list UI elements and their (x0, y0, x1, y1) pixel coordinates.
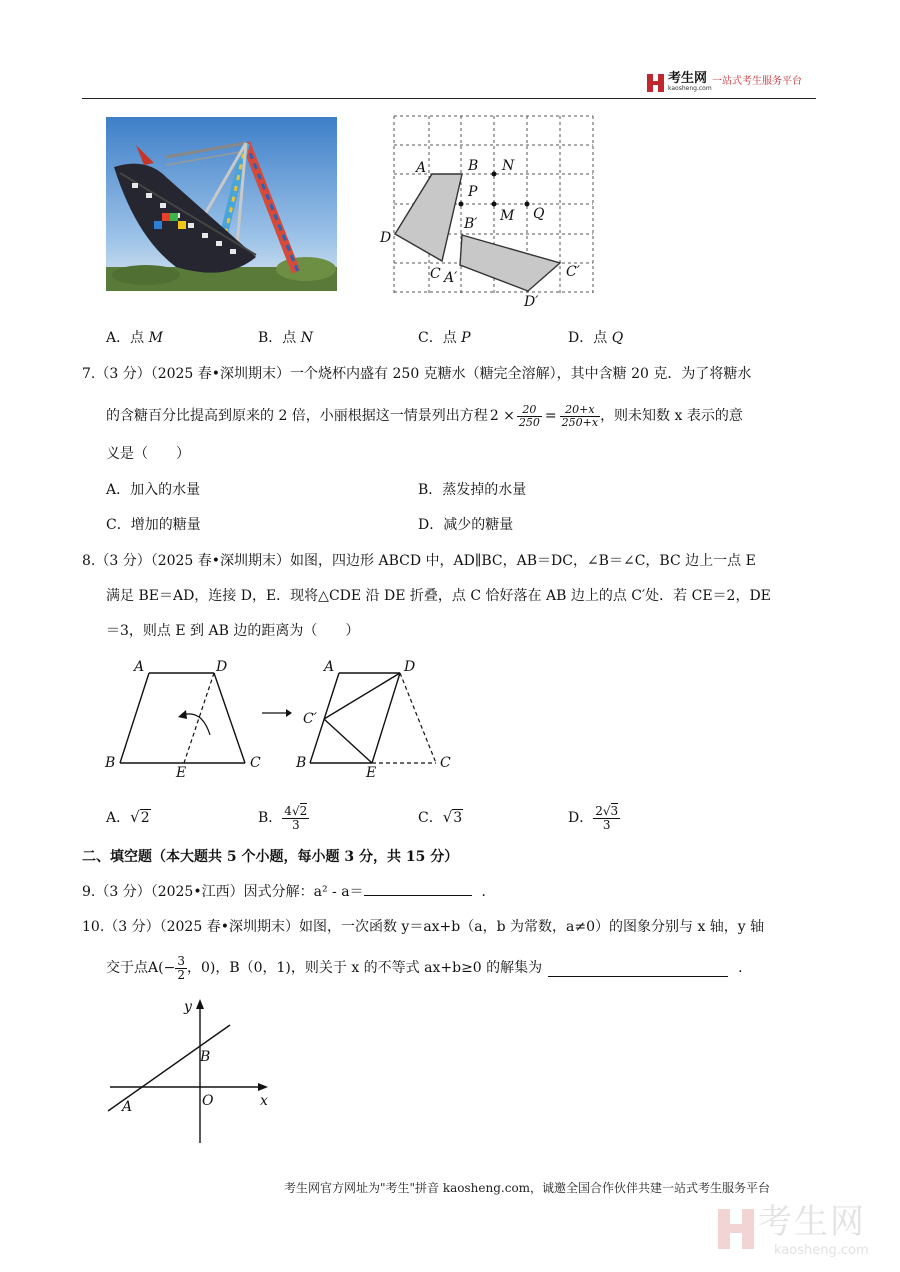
watermark-domain: kaosheng.com (774, 1243, 869, 1258)
q10-fraction: $\frac{3}{2}$ (177, 953, 185, 982)
grid-label-M: M (500, 208, 515, 224)
q8-option-d[interactable]: D． $\frac{2√3}{3}$ (568, 803, 619, 832)
q6-option-d[interactable]: D．点 Q (568, 330, 624, 346)
q6-option-c[interactable]: C．点 P (418, 330, 471, 346)
q10-label-B: B (200, 1049, 211, 1065)
point-P (459, 202, 464, 207)
q8-label-C-right: C (440, 755, 451, 771)
watermark-logo-icon (716, 1206, 756, 1252)
q8-stem-line1: 8.（3 分）（2025 春•深圳期末）如图，四边形 ABCD 中，AD∥BC，AB＝DC，∠B＝∠C，BC 边上一点 E (82, 553, 756, 569)
q10-stem-line2: 交于点A(− $\frac{3}{2}$ ，0)，B（0，1)，则关于 x 的不等式 ax+b≥0 的解集为 ． (106, 953, 753, 982)
q8-stem-line3: ＝3，则点 E 到 AB 边的距离为（ ） (106, 623, 360, 639)
q7-option-a[interactable]: A．加入的水量 (106, 482, 201, 498)
q8-label-B-right: B (296, 755, 307, 771)
brand-slogan: 一站式考生服务平台 (712, 76, 802, 87)
brand-domain: kaosheng.com (668, 85, 712, 92)
q10-answer-blank[interactable] (548, 960, 728, 977)
grid-label-Q: Q (533, 206, 545, 222)
q10-label-A: A (122, 1099, 133, 1115)
q7-stem-line1: 7.（3 分）（2025 春•深圳期末）一个烧杯内盛有 250 克糖水（糖完全溶解），其中含糖 20 克．为了将糖水 (82, 366, 752, 382)
q6-option-b[interactable]: B．点 N (258, 330, 313, 346)
q10-label-x: x (260, 1093, 268, 1109)
grid-label-Cp: C′ (566, 264, 580, 280)
quad-ABCD (395, 174, 462, 261)
brand-name: 考生网 (668, 71, 708, 86)
quad-ApBpCpDp (460, 235, 560, 291)
grid-label-Bp: B′ (464, 216, 478, 232)
grid-label-C: C (430, 266, 441, 282)
q7-stem-line3: 义是（ ） (106, 446, 190, 462)
q8-label-C-left: C (250, 755, 261, 771)
q7-option-d[interactable]: D．减少的糖量 (418, 517, 514, 533)
q8-label-B-left: B (105, 755, 116, 771)
grid-label-B: B (468, 158, 479, 174)
q7-fraction-1: $\frac{20}{250}$ (518, 402, 540, 429)
q9-stem: 9.（3 分）（2025•江西）因式分解：a² - a＝ ． (82, 884, 496, 900)
header-rule (82, 98, 816, 99)
grid-label-Ap: A′ (444, 270, 458, 286)
q8-label-A-left: A (134, 659, 145, 675)
q10-stem-line1: 10.（3 分）（2025 春•深圳期末）如图，一次函数 y＝ax+b（a，b 为常数，a≠0）的图象分别与 x 轴，y 轴 (82, 919, 765, 935)
grid-label-P: P (468, 184, 478, 200)
point-N (492, 172, 497, 177)
q7-option-b[interactable]: B．蒸发掉的水量 (418, 482, 527, 498)
q8-label-D-left: D (216, 659, 228, 675)
q8-label-E-left: E (176, 765, 187, 781)
q7-stem-line2: 的含糖百分比提高到原来的 2 倍，小丽根据这一情景列出方程 2 × $\frac{20}{250}$ = $\frac{20+x}{250+x}$ ，则未知数 x 表示的意 (106, 402, 743, 429)
q8-option-b[interactable]: B． $\frac{4√2}{3}$ (258, 803, 308, 832)
grid-label-N: N (502, 158, 515, 174)
q9-answer-blank[interactable] (364, 895, 472, 896)
grid-label-D: D (380, 230, 392, 246)
q8-label-A-right: A (324, 659, 335, 675)
q8-figure-before (120, 673, 245, 763)
grid-label-A: A (416, 160, 427, 176)
q10-label-O: O (202, 1093, 214, 1109)
footer-text: 考生网官方网址为"考生"拼音 kaosheng.com，诚邀全国合作伙伴共建一站式考生服务平台 (284, 1181, 771, 1195)
point-M (492, 202, 497, 207)
q8-label-E-right: E (366, 765, 377, 781)
watermark-brand: 考生网 (758, 1202, 866, 1242)
q8-stem-line2: 满足 BE＝AD，连接 D，E．现将△CDE 沿 DE 折叠，点 C 恰好落在 AB 边上的点 C′处．若 CE＝2，DE (106, 588, 771, 604)
grid-label-Dp: D′ (524, 294, 539, 310)
q7-option-c[interactable]: C．增加的糖量 (106, 517, 201, 533)
q6-grid-figure (380, 110, 600, 310)
q7-fraction-2: $\frac{20+x}{250+x}$ (561, 402, 599, 429)
q8-option-a[interactable]: A．√2 (106, 808, 150, 826)
point-Q (525, 202, 530, 207)
pirate-ship-ride-photo (106, 117, 337, 291)
q8-figure-after (310, 673, 436, 763)
q10-label-y: y (184, 999, 192, 1015)
q10-linear-function-graph (100, 995, 280, 1145)
q6-option-a[interactable]: A．点 M (106, 330, 163, 346)
q8-figures (100, 655, 460, 785)
brand-logo-icon (646, 72, 666, 94)
q8-label-Cp-right: C′ (303, 711, 317, 727)
q8-label-D-right: D (404, 659, 416, 675)
section-title-fill-in: 二、填空题（本大题共 5 个小题，每小题 3 分，共 15 分） (82, 849, 459, 865)
q8-option-c[interactable]: C．√3 (418, 808, 463, 826)
